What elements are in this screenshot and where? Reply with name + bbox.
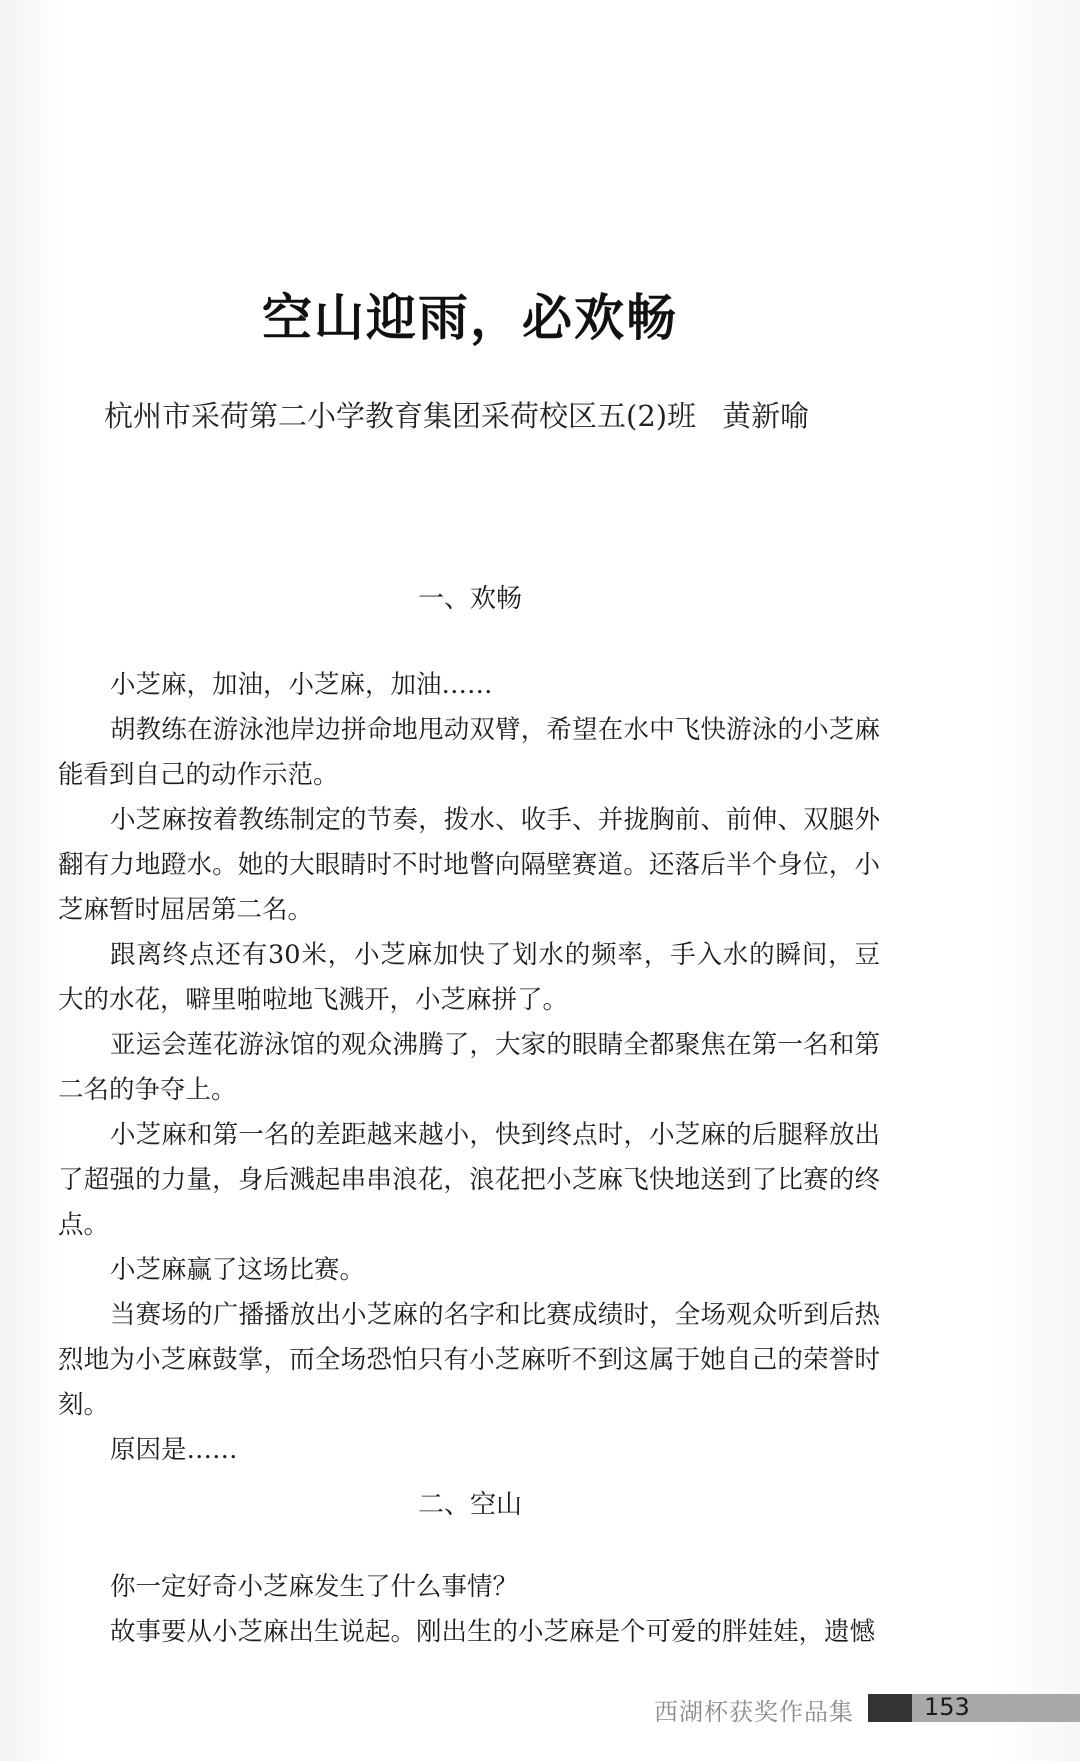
section-heading-2: 二、空山 xyxy=(417,1490,522,1520)
section-heading-1: 一、欢畅 xyxy=(417,584,522,614)
paragraph: 小芝麻按着教练制定的节奏，拨水、收手、并拢胸前、前伸、双腿外翻有力地蹬水。她的大眼睛时不时地瞥向隔壁赛道。还落后半个身位，小芝麻暂时屈居第二名。 xyxy=(58,805,880,925)
paragraph: 故事要从小芝麻出生说起。刚出生的小芝麻是个可爱的胖娃娃，遗憾 xyxy=(110,1617,876,1647)
paragraph: 小芝麻和第一名的差距越来越小，快到终点时，小芝麻的后腿释放出了超强的力量，身后溅起串串浪花，浪花把小芝麻飞快地送到了比赛的终点。 xyxy=(58,1120,880,1240)
paragraph: 当赛场的广播播放出小芝麻的名字和比赛成绩时，全场观众听到后热烈地为小芝麻鼓掌，而全场恐怕只有小芝麻听不到这属于她自己的荣誉时刻。 xyxy=(58,1300,880,1420)
paragraph: 胡教练在游泳池岸边拼命地甩动双臂，希望在水中飞快游泳的小芝麻能看到自己的动作示范。 xyxy=(58,715,880,790)
article-title: 空山迎雨，必欢畅 xyxy=(262,289,678,347)
paragraph: 原因是…… xyxy=(110,1435,238,1465)
byline xyxy=(104,394,809,435)
paragraph: 小芝麻赢了这场比赛。 xyxy=(110,1255,366,1285)
paragraph: 亚运会莲花游泳馆的观众沸腾了，大家的眼睛全都聚焦在第一名和第二名的争夺上。 xyxy=(58,1030,880,1105)
byline-school: 杭州市采荷第二小学教育集团采荷校区五(2)班 xyxy=(104,399,697,433)
paragraph: 你一定好奇小芝麻发生了什么事情？ xyxy=(110,1572,519,1602)
section-2-body xyxy=(58,1565,880,1655)
footer-book-title: 西湖杯获奖作品集 xyxy=(654,1698,854,1726)
footer-dark-bar xyxy=(868,1694,912,1722)
paragraph: 跟离终点还有30米，小芝麻加快了划水的频率，手入水的瞬间，豆大的水花，噼里啪啦地飞溅开，小芝麻拼了。 xyxy=(58,940,880,1015)
paragraph: 小芝麻，加油，小芝麻，加油…… xyxy=(110,670,493,700)
page-number: 153 xyxy=(924,1693,970,1721)
byline-author: 黄新喻 xyxy=(722,399,810,433)
section-1-body xyxy=(58,663,880,1473)
